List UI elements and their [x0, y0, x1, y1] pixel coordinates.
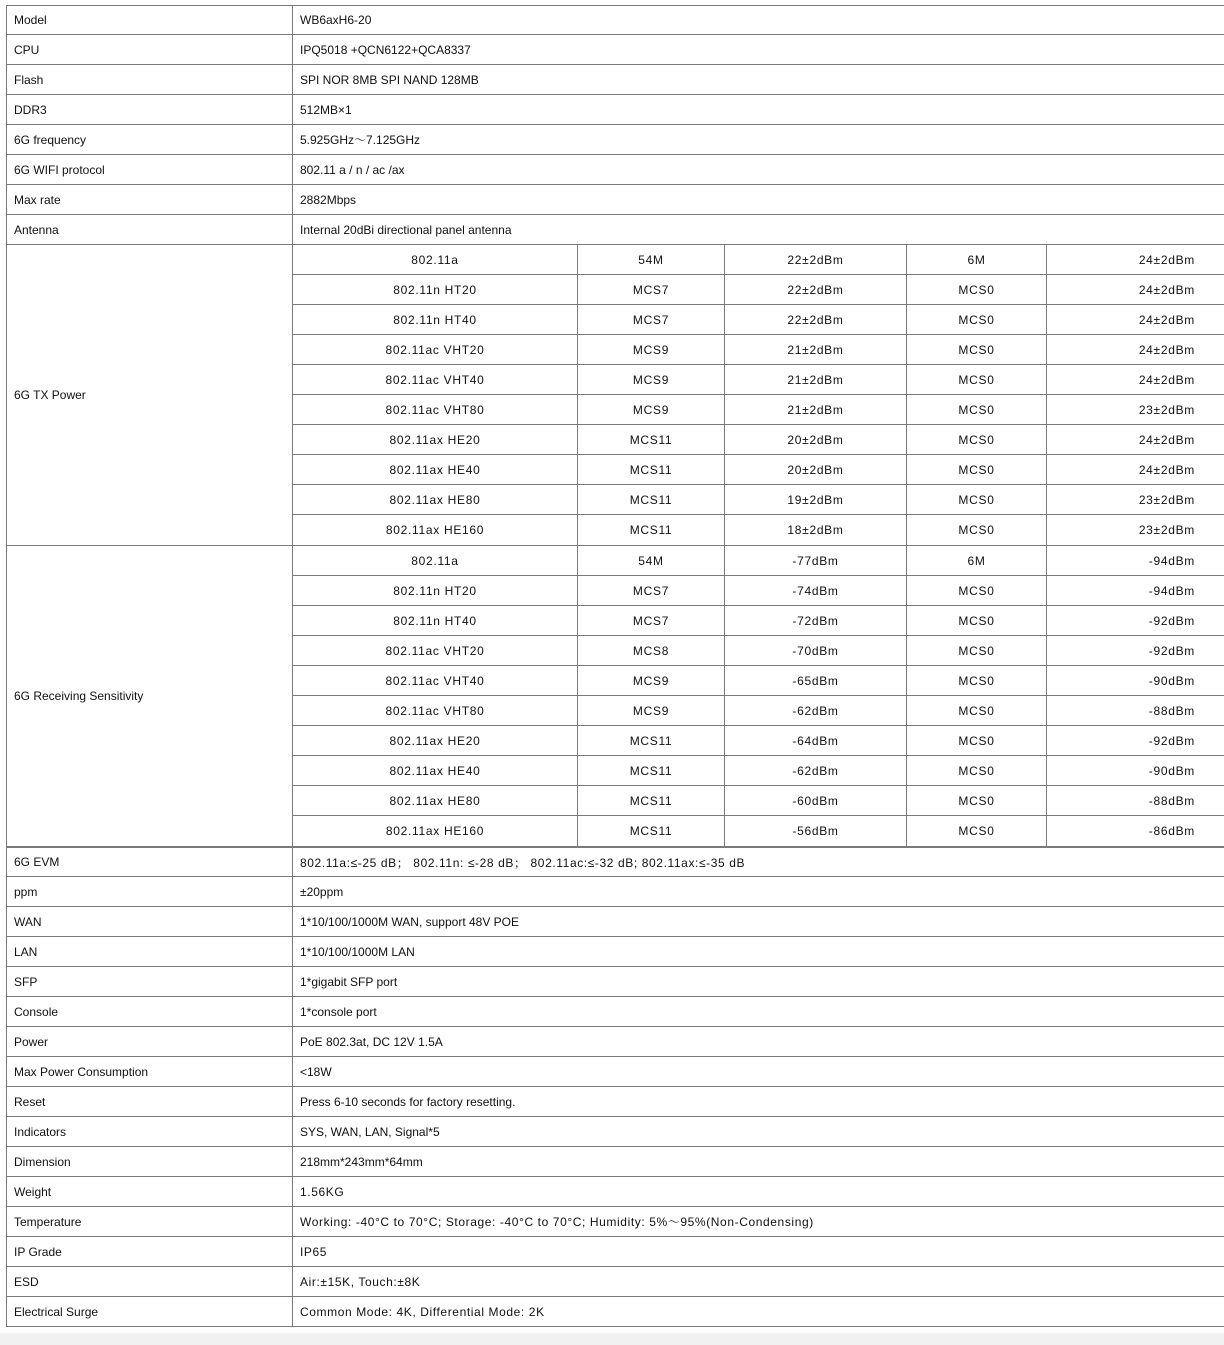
- row-value: SYS, WAN, LAN, Signal*5: [300, 1124, 440, 1139]
- spec-row-ddr3: [6, 95, 1224, 125]
- subtable-cell: -90dBm: [1148, 673, 1195, 688]
- subtable-row: [293, 365, 1224, 395]
- subtable-cell: MCS11: [578, 515, 725, 545]
- subtable-cell: 802.11n HT20: [293, 576, 578, 605]
- subtable-row: [293, 455, 1224, 485]
- row-label: ESD: [6, 1267, 293, 1296]
- spec-row: [6, 1027, 1224, 1057]
- subtable-cell: -65dBm: [725, 666, 907, 695]
- spec-row-protocol: [6, 155, 1224, 185]
- spec-row-cpu: [6, 35, 1224, 65]
- row-label: Model: [6, 6, 293, 34]
- subtable-row: [293, 305, 1224, 335]
- rx-sensitivity-label: 6G Receiving Sensitivity: [6, 546, 293, 846]
- subtable-cell: 802.11ax HE80: [293, 485, 578, 514]
- row-label: Weight: [6, 1177, 293, 1206]
- subtable-cell: MCS11: [578, 425, 725, 454]
- subtable-cell: MCS0: [907, 786, 1047, 815]
- row-label: Dimension: [6, 1147, 293, 1176]
- spec-row: [6, 1117, 1224, 1147]
- subtable-row: [293, 696, 1224, 726]
- subtable-cell: 802.11ax HE40: [293, 756, 578, 785]
- subtable-row: [293, 786, 1224, 816]
- subtable-cell: MCS11: [578, 485, 725, 514]
- subtable-cell: 22±2dBm: [725, 275, 907, 304]
- spec-row: [6, 877, 1224, 907]
- spec-row-flash: [6, 65, 1224, 95]
- spec-row: [6, 1087, 1224, 1117]
- spec-row: [6, 1207, 1224, 1237]
- subtable-row: [293, 425, 1224, 455]
- subtable-cell: 54M: [578, 245, 725, 274]
- subtable-row: [293, 395, 1224, 425]
- subtable-cell: 20±2dBm: [725, 425, 907, 454]
- subtable-cell: MCS0: [907, 485, 1047, 514]
- tx-power-block: [6, 245, 1224, 546]
- row-label: Indicators: [6, 1117, 293, 1146]
- subtable-cell: 802.11ax HE160: [293, 816, 578, 846]
- rx-sensitivity-subtable: [293, 546, 1224, 846]
- subtable-cell: -62dBm: [725, 756, 907, 785]
- row-label: LAN: [6, 937, 293, 966]
- row-label: CPU: [6, 35, 293, 64]
- subtable-cell: 24±2dBm: [1138, 312, 1195, 327]
- subtable-cell: 19±2dBm: [725, 485, 907, 514]
- row-value: ±20ppm: [300, 884, 344, 899]
- subtable-cell: -92dBm: [1148, 643, 1195, 658]
- row-label: 6G frequency: [6, 125, 293, 154]
- subtable-cell: 802.11ac VHT40: [293, 365, 578, 394]
- subtable-cell: 802.11ac VHT20: [293, 335, 578, 364]
- row-value: 1*10/100/1000M LAN: [300, 944, 415, 959]
- row-label: Temperature: [6, 1207, 293, 1236]
- subtable-cell: MCS7: [578, 606, 725, 635]
- subtable-row: [293, 546, 1224, 576]
- row-value: <18W: [300, 1064, 332, 1079]
- subtable-cell: -94dBm: [1148, 583, 1195, 598]
- subtable-cell: 23±2dBm: [1138, 492, 1195, 507]
- row-value: IP65: [300, 1244, 328, 1259]
- subtable-cell: MCS0: [907, 365, 1047, 394]
- spec-row: [6, 937, 1224, 967]
- subtable-cell: 802.11a: [293, 546, 578, 575]
- row-label: Power: [6, 1027, 293, 1056]
- row-label: Flash: [6, 65, 293, 94]
- spec-row: [6, 997, 1224, 1027]
- subtable-row: [293, 576, 1224, 606]
- subtable-cell: 21±2dBm: [725, 335, 907, 364]
- subtable-row: [293, 756, 1224, 786]
- spec-row: [6, 847, 1224, 877]
- subtable-cell: MCS11: [578, 726, 725, 755]
- row-label: Max rate: [6, 185, 293, 214]
- subtable-cell: MCS0: [907, 756, 1047, 785]
- spec-row: [6, 1177, 1224, 1207]
- subtable-cell: MCS0: [907, 666, 1047, 695]
- subtable-cell: 24±2dBm: [1138, 372, 1195, 387]
- subtable-cell: MCS11: [578, 756, 725, 785]
- subtable-cell: MCS7: [578, 576, 725, 605]
- subtable-cell: MCS0: [907, 305, 1047, 334]
- subtable-row: [293, 666, 1224, 696]
- row-label: IP Grade: [6, 1237, 293, 1266]
- subtable-cell: MCS11: [578, 816, 725, 846]
- row-label: Max Power Consumption: [6, 1057, 293, 1086]
- subtable-cell: 6M: [907, 245, 1047, 274]
- subtable-row: [293, 636, 1224, 666]
- row-value: PoE 802.3at, DC 12V 1.5A: [300, 1034, 443, 1049]
- spec-row-frequency: [6, 125, 1224, 155]
- subtable-cell: MCS0: [907, 275, 1047, 304]
- row-label: WAN: [6, 907, 293, 936]
- subtable-cell: 24±2dBm: [1138, 432, 1195, 447]
- subtable-cell: 24±2dBm: [1138, 342, 1195, 357]
- subtable-cell: MCS0: [907, 335, 1047, 364]
- subtable-cell: MCS11: [578, 786, 725, 815]
- subtable-cell: -90dBm: [1148, 763, 1195, 778]
- subtable-cell: MCS9: [578, 666, 725, 695]
- subtable-cell: -60dBm: [725, 786, 907, 815]
- row-value: 512MB×1: [300, 102, 352, 117]
- row-label: ppm: [6, 877, 293, 906]
- subtable-cell: MCS0: [907, 816, 1047, 846]
- subtable-cell: 23±2dBm: [1138, 402, 1195, 417]
- subtable-cell: 802.11ax HE20: [293, 425, 578, 454]
- subtable-cell: 802.11ax HE20: [293, 726, 578, 755]
- subtable-cell: MCS9: [578, 335, 725, 364]
- row-label: Antenna: [6, 215, 293, 244]
- row-value: Working: -40°C to 70°C; Storage: -40°C to 70°C; Humidity: 5%～95%(Non-Condensing): [300, 1215, 814, 1229]
- subtable-row: [293, 816, 1224, 846]
- subtable-cell: -92dBm: [1148, 613, 1195, 628]
- subtable-cell: 802.11n HT40: [293, 606, 578, 635]
- subtable-cell: 22±2dBm: [725, 305, 907, 334]
- row-label: SFP: [6, 967, 293, 996]
- subtable-cell: 18±2dBm: [725, 515, 907, 545]
- subtable-cell: 802.11ax HE80: [293, 786, 578, 815]
- subtable-cell: 802.11ac VHT80: [293, 395, 578, 424]
- subtable-cell: -77dBm: [725, 546, 907, 575]
- row-label: Electrical Surge: [6, 1297, 293, 1326]
- subtable-cell: 21±2dBm: [725, 395, 907, 424]
- row-label: Console: [6, 997, 293, 1026]
- subtable-cell: 20±2dBm: [725, 455, 907, 484]
- row-value: 1.56KG: [300, 1184, 345, 1199]
- row-value: WB6axH6-20: [300, 13, 372, 27]
- row-value: IPQ5018 +QCN6122+QCA8337: [300, 42, 471, 57]
- subtable-cell: MCS7: [578, 275, 725, 304]
- rx-sensitivity-block: [6, 546, 1224, 847]
- spec-row: [6, 1297, 1224, 1327]
- subtable-cell: -92dBm: [1148, 733, 1195, 748]
- subtable-cell: 802.11ac VHT20: [293, 636, 578, 665]
- subtable-cell: MCS9: [578, 395, 725, 424]
- subtable-cell: -88dBm: [1148, 703, 1195, 718]
- row-value: 1*10/100/1000M WAN, support 48V POE: [300, 914, 520, 929]
- subtable-cell: MCS7: [578, 305, 725, 334]
- row-value: 218mm*243mm*64mm: [300, 1154, 423, 1169]
- subtable-cell: -62dBm: [725, 696, 907, 725]
- subtable-cell: 22±2dBm: [725, 245, 907, 274]
- subtable-row: [293, 275, 1224, 305]
- subtable-cell: MCS0: [907, 636, 1047, 665]
- row-value: SPI NOR 8MB SPI NAND 128MB: [300, 72, 479, 87]
- subtable-cell: 21±2dBm: [725, 365, 907, 394]
- row-value: 1*gigabit SFP port: [300, 974, 398, 989]
- spec-row-max-rate: [6, 185, 1224, 215]
- subtable-cell: MCS0: [907, 425, 1047, 454]
- spec-row: [6, 1237, 1224, 1267]
- spec-row-model: [6, 5, 1224, 35]
- subtable-row: [293, 606, 1224, 636]
- subtable-cell: MCS0: [907, 515, 1047, 545]
- subtable-cell: MCS0: [907, 726, 1047, 755]
- spec-row: [6, 1057, 1224, 1087]
- row-value: Common Mode: 4K, Differential Mode: 2K: [300, 1304, 545, 1319]
- subtable-cell: MCS0: [907, 606, 1047, 635]
- row-value: 802.11 a / n / ac /ax: [300, 162, 405, 177]
- subtable-cell: MCS0: [907, 455, 1047, 484]
- subtable-cell: 802.11n HT40: [293, 305, 578, 334]
- subtable-cell: 802.11ac VHT80: [293, 696, 578, 725]
- subtable-row: [293, 515, 1224, 545]
- subtable-cell: 24±2dBm: [1138, 282, 1195, 297]
- subtable-cell: 24±2dBm: [1138, 252, 1195, 267]
- spec-row-antenna: [6, 215, 1224, 245]
- subtable-cell: 802.11ax HE160: [293, 515, 578, 545]
- tx-power-subtable: [293, 245, 1224, 545]
- subtable-cell: 23±2dBm: [1138, 523, 1195, 537]
- spec-row: [6, 967, 1224, 997]
- subtable-cell: -72dBm: [725, 606, 907, 635]
- subtable-cell: -74dBm: [725, 576, 907, 605]
- subtable-row: [293, 726, 1224, 756]
- subtable-cell: MCS9: [578, 365, 725, 394]
- subtable-cell: 6M: [907, 546, 1047, 575]
- row-label: DDR3: [6, 95, 293, 124]
- row-value: Air:±15K, Touch:±8K: [300, 1274, 421, 1289]
- row-value: Press 6-10 seconds for factory resetting.: [300, 1094, 516, 1109]
- row-label: 6G WIFI protocol: [6, 155, 293, 184]
- subtable-cell: -70dBm: [725, 636, 907, 665]
- subtable-cell: MCS9: [578, 696, 725, 725]
- row-value: 1*console port: [300, 1004, 377, 1019]
- subtable-cell: -88dBm: [1148, 793, 1195, 808]
- subtable-cell: 54M: [578, 546, 725, 575]
- subtable-cell: 802.11n HT20: [293, 275, 578, 304]
- subtable-row: [293, 485, 1224, 515]
- spec-row: [6, 907, 1224, 937]
- subtable-cell: MCS0: [907, 696, 1047, 725]
- spec-row: [6, 1267, 1224, 1297]
- spec-row: [6, 1147, 1224, 1177]
- subtable-row: [293, 245, 1224, 275]
- subtable-cell: MCS8: [578, 636, 725, 665]
- subtable-cell: 802.11ax HE40: [293, 455, 578, 484]
- subtable-cell: 802.11a: [293, 245, 578, 274]
- row-value: 802.11a:≤-25 dB； 802.11n: ≤-28 dB； 802.11ac:≤-32 dB; 802.11ax:≤-35 dB: [300, 855, 746, 870]
- row-value: 5.925GHz～7.125GHz: [300, 133, 421, 147]
- row-label: Reset: [6, 1087, 293, 1116]
- row-label: 6G EVM: [6, 848, 293, 876]
- page-footer-strip: [0, 1333, 1224, 1345]
- subtable-cell: 24±2dBm: [1138, 462, 1195, 477]
- subtable-cell: 802.11ac VHT40: [293, 666, 578, 695]
- subtable-cell: MCS11: [578, 455, 725, 484]
- row-value: Internal 20dBi directional panel antenna: [300, 222, 512, 237]
- subtable-cell: -64dBm: [725, 726, 907, 755]
- subtable-cell: -94dBm: [1148, 553, 1195, 568]
- subtable-cell: -56dBm: [725, 816, 907, 846]
- subtable-row: [293, 335, 1224, 365]
- row-value: 2882Mbps: [300, 192, 357, 207]
- subtable-cell: MCS0: [907, 576, 1047, 605]
- spec-table: [6, 5, 1224, 1327]
- tx-power-label: 6G TX Power: [6, 245, 293, 545]
- subtable-cell: MCS0: [907, 395, 1047, 424]
- subtable-cell: -86dBm: [1148, 824, 1195, 838]
